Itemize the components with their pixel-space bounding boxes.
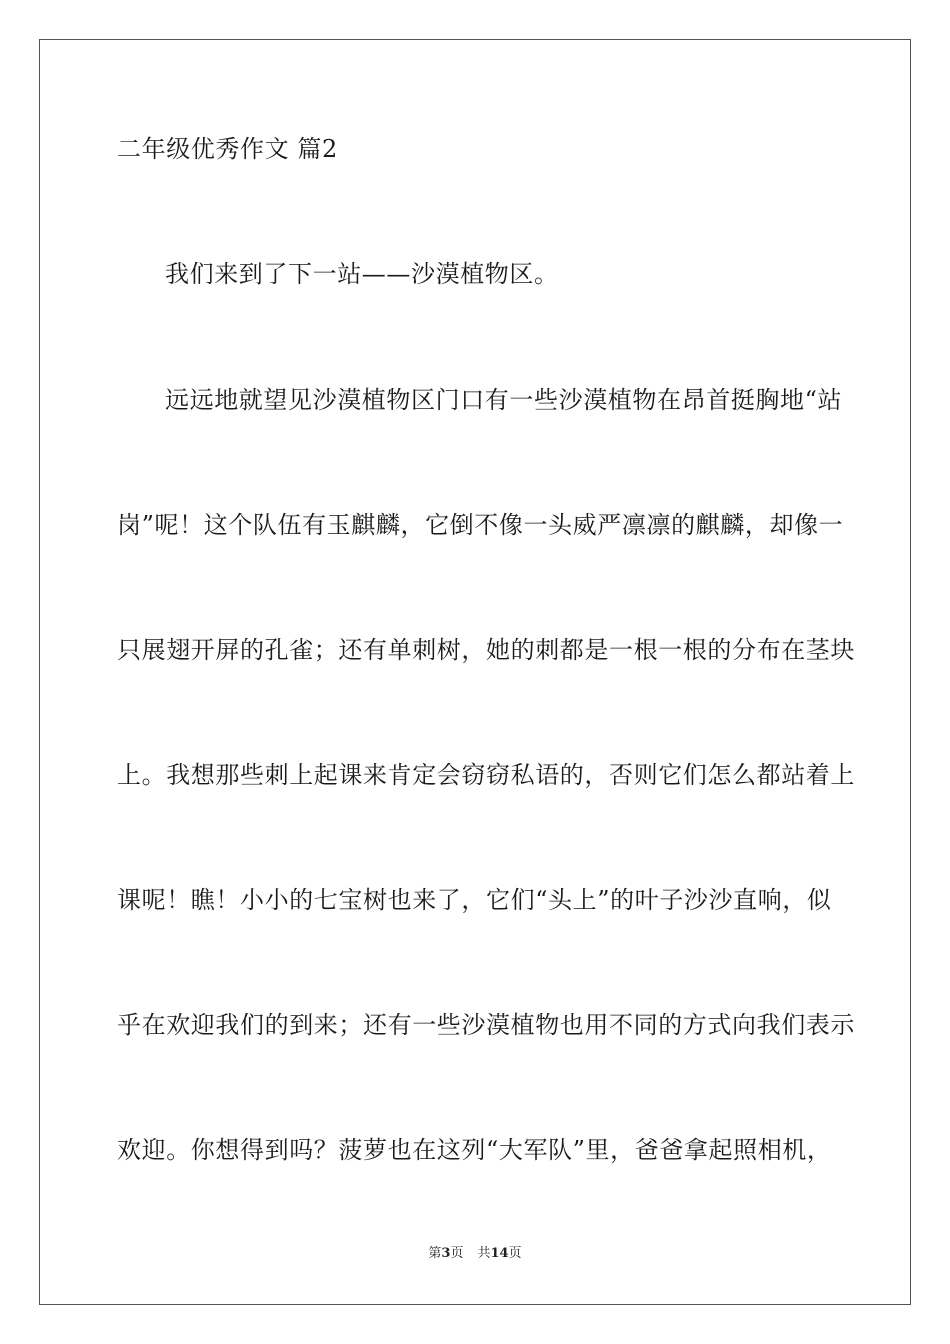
paragraph-line: 远远地就望见沙漠植物区门口有一些沙漠植物在昂首挺胸地“站 [165,386,843,414]
paragraph-line: 岗”呢！这个队伍有玉麒麟，它倒不像一头威严凛凛的麒麟，却像一 [117,511,844,539]
page-border [39,39,911,1305]
paragraph-line: 只展翅开屏的孔雀；还有单刺树，她的刺都是一根一根的分布在茎块 [117,636,855,664]
total-prefix: 共 [477,1246,491,1261]
paragraph-line: 乎在欢迎我们的到来；还有一些沙漠植物也用不同的方式向我们表示 [117,1011,855,1039]
paragraph-line: 上。我想那些刺上起课来肯定会窃窃私语的，否则它们怎么都站着上 [117,761,855,789]
paragraph-line: 课呢！瞧！小小的七宝树也来了，它们“头上”的叶子沙沙直响，似 [117,886,832,914]
total-suffix: 页 [508,1246,522,1261]
paragraph-line: 我们来到了下一站——沙漠植物区。 [165,260,559,288]
page-prefix: 第 [428,1246,442,1261]
paragraph-line: 欢迎。你想得到吗？菠萝也在这列“大军队”里，爸爸拿起照相机， [117,1136,832,1164]
page-suffix: 页 [450,1246,464,1261]
page-footer [0,1246,950,1262]
current-page-number: 3 [441,1246,451,1261]
total-pages-number: 14 [490,1246,509,1261]
document-heading: 二年级优秀作文 篇2 [117,135,338,163]
